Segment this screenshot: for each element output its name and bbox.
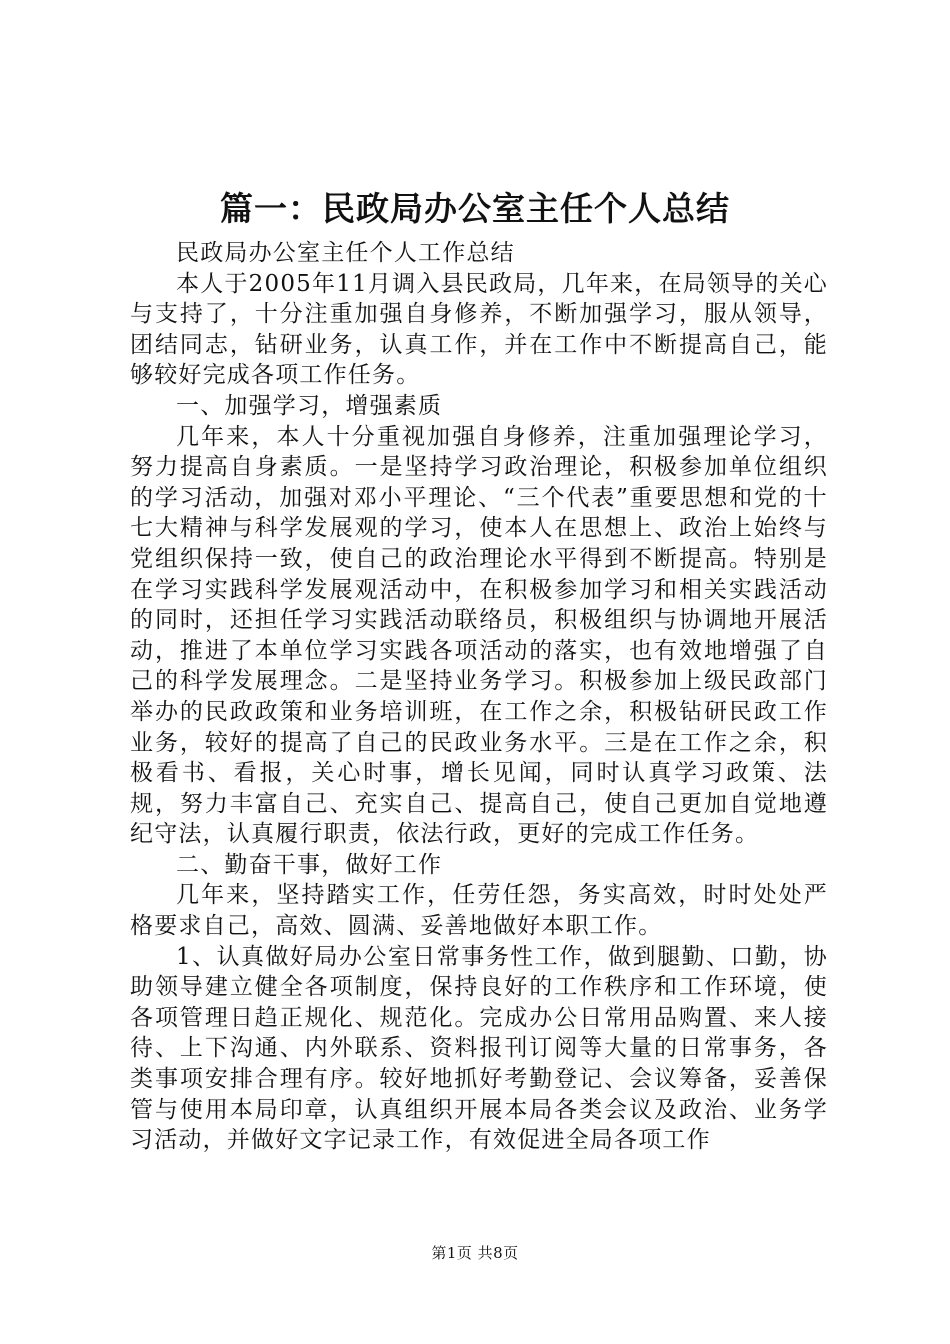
document-title: 篇一：民政局办公室主任个人总结 — [220, 189, 730, 228]
paragraph-subtitle: 民政局办公室主任个人工作总结 — [176, 240, 515, 266]
page-number-footer: 第1页 共8页 — [431, 1244, 519, 1262]
document-body — [130, 238, 828, 1156]
section-heading-study: 一、加强学习，增强素质 — [176, 392, 443, 419]
paragraph-intro: 本人于2005年11月调入县民政局，几年来，在局领导的关心与支持了，十分注重加强自身修养，不断加强学习，服从领导，团结同志，钻研业务，认真工作，并在工作中不断提高自己，能够较好完成各项工作任务。 — [130, 270, 828, 389]
paragraph-item-1: 1、认真做好局办公室日常事务性工作，做到腿勤、口勤，协助领导建立健全各项制度，保持良好的工作秩序和工作环境，使各项管理日趋正规化、规范化。完成办公日常用品购置、来人接待、上下沟通、内外联系、资料报刊订阅等大量的日常事务，各类事项安排合理有序。较好地抓好考勤登记、会议筹备，妥善保管与使用本局印章，认真组织开展本局各类会议及政治、业务学习活动，并做好文字记录工作，有效促进全局各项工作 — [130, 943, 828, 1154]
section-heading-work: 二、勤奋干事，做好工作 — [176, 851, 443, 878]
paragraph-study: 几年来，本人十分重视加强自身修养，注重加强理论学习，努力提高自身素质。一是坚持学习政治理论，积极参加单位组织的学习活动，加强对邓小平理论、“三个代表”重要思想和党的十七大精神与科学发展观的学习，使本人在思想上、政治上始终与党组织保持一致，使自己的政治理论水平得到不断提高。特别是在学习实践科学发展观活动中，在积极参加学习和相关实践活动的同时，还担任学习实践活动联络员，积极组织与协调地开展活动，推进了本单位学习实践各项活动的落实，也有效地增强了自己的科学发展理念。二是坚持业务学习。积极参加上级民政部门举办的民政政策和业务培训班，在工作之余，积极钻研民政工作业务，较好的提高了自己的民政业务水平。三是在工作之余，积极看书、看报，关心时事，增长见闻，同时认真学习政策、法规，努力丰富自己、充实自己、提高自己，使自己更加自觉地遵纪守法，认真履行职责，依法行政，更好的完成工作任务。 — [130, 423, 828, 848]
paragraph-work: 几年来，坚持踏实工作，任劳任怨，务实高效，时时处处严格要求自己，高效、圆满、妥善地做好本职工作。 — [130, 882, 828, 940]
